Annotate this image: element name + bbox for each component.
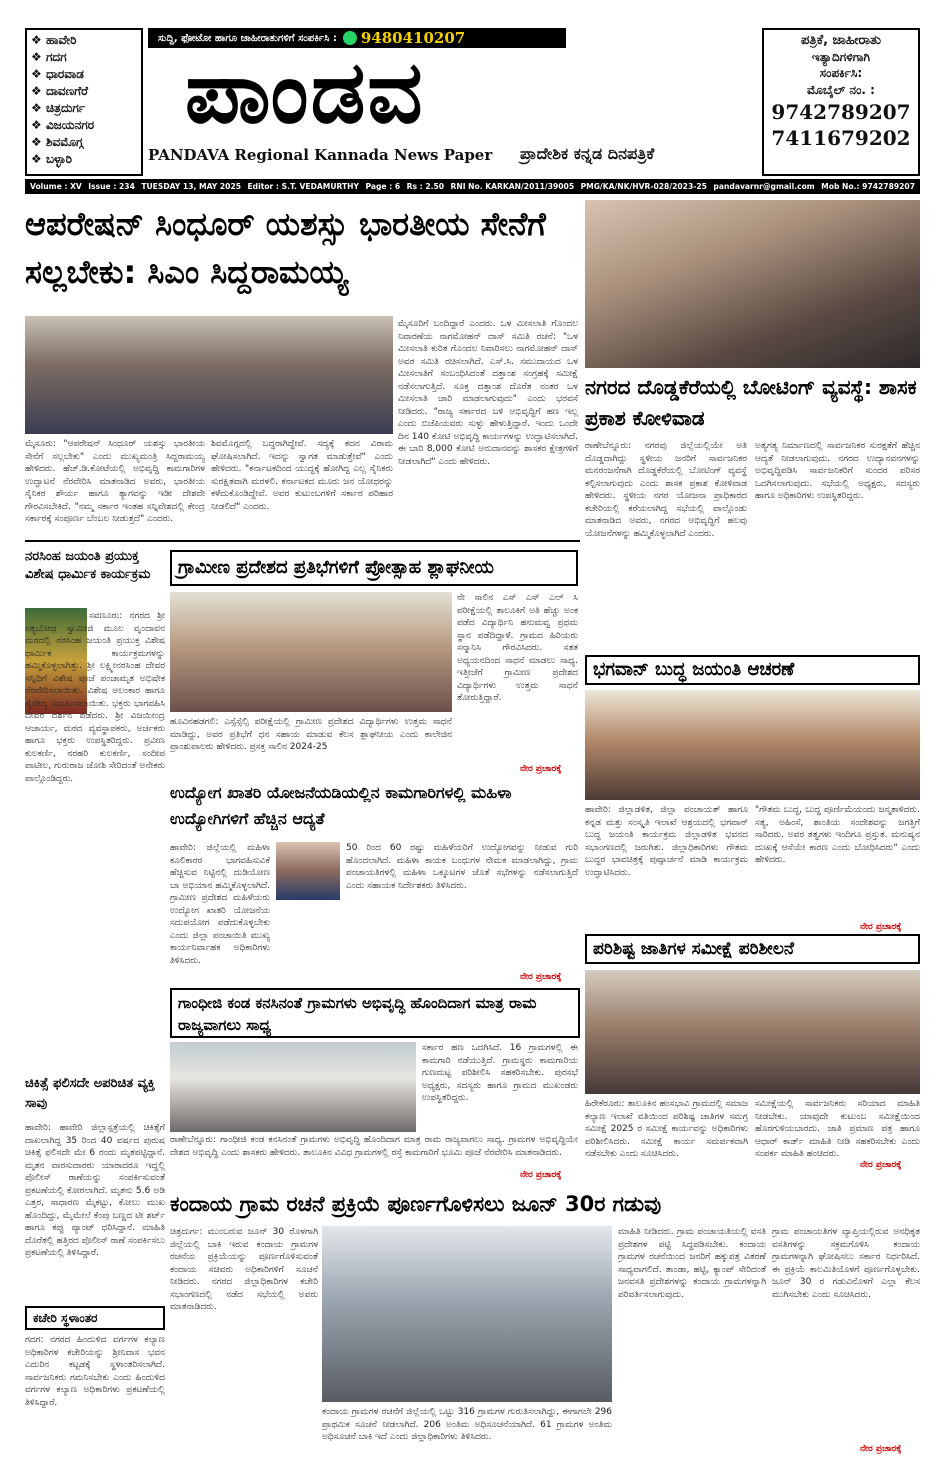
district-list-box (25, 28, 143, 176)
main-headline: ಆಪರೇಷನ್ ಸಿಂಧೂರ್ ಯಶಸ್ಸು ಭಾರತೀಯ ಸೇನೆಗೆ ಸಲ್ಲಬೇಕು: ಸಿಎಂ ಸಿದ್ದರಾಮಯ್ಯ (25, 205, 546, 291)
price: Rs : 2.50 (406, 182, 445, 191)
caste-headline-box (585, 934, 920, 964)
date: TUESDAY 13, MAY 2025 (141, 182, 242, 191)
office-headline: ಕಚೇರಿ ಸ್ಥಳಾಂತರ (33, 1311, 98, 1325)
udyoga-headline: ಉದ್ಯೋಗ ಖಾತರಿ ಯೋಜನೆಯಡಿಯಲ್ಲಿನ ಕಾಮಗಾರಿಗಳಲ್ಲಿ ಮಹಿಳಾ ಉದ್ಯೋಗಿಗಳಿಗೆ ಹೆಚ್ಚಿನ ಆದ್ಯತೆ (170, 783, 512, 828)
rural-headline-box (170, 550, 578, 586)
district-item: ❖ ಬಳ್ಳಾರಿ (31, 152, 72, 166)
buddha-headline: ಭಗವಾನ್ ಬುದ್ಧ ಜಯಂತಿ ಆಚರಣೆ (593, 659, 795, 680)
ad-line-2: ಇತ್ಯಾದಿಗಳಿಗಾಗಿ (811, 50, 871, 64)
ad-line-4: ಮೊಬೈಲ್ ನಂ. : (807, 83, 875, 97)
page-number: Page : 6 (365, 182, 401, 191)
gandhi-body-side: ಸರ್ಕಾರ ಹಣ ಒದಗಿಸಿದೆ. 16 ಗ್ರಾಮಗಳಲ್ಲಿ ಈ ಕಾಮಗಾರಿ ನಡೆಯುತ್ತಿದೆ. ಗ್ರಾಮಸ್ಥರು ಕಾಮಗಾರಿಯ ಗುಣಮಟ್ಟ ಪರಿಶೀಲಿಸಿ ಸಹಕರಿಸಬೇಕು. ಪುರಸಭೆ ಅಧ್ಯಕ್ಷರು, ಸದಸ್ಯರು ಹಾಗೂ ಗ್ರಾಮದ ಮುಖಂಡರು ಉಪಸ್ಥಿತರಿದ್ದರು. (422, 1043, 578, 1103)
buddha-body-left: ಹಾವೇರಿ: ಜಿಲ್ಲಾಡಳಿತ, ಜಿಲ್ಲಾ ಪಂಚಾಯತ್ ಹಾಗೂ ಕನ್ನಡ ಮತ್ತು ಸಂಸ್ಕೃತಿ ಇಲಾಖೆ ಆಶ್ರಯದಲ್ಲಿ ಭಗವಾನ್ ಬುದ್ಧ ಜಯಂತಿ ಕಾರ್ಯಕ್ರಮ ಜಿಲ್ಲಾಡಳಿತ ಭವನದ ಸಭಾಂಗಣದಲ್ಲಿ ಜರುಗಿತು. ಜಿಲ್ಲಾಧಿಕಾರಿಗಳು ಗೌತಮ ಬುದ್ಧರ ಭಾವಚಿತ್ರಕ್ಕೆ ಪುಷ್ಪಾರ್ಚನೆ ಮಾಡಿ ಕಾರ್ಯಕ್ರಮ ಉದ್ಘಾಟಿಸಿದರು. (585, 805, 748, 878)
ad-line-1: ಪತ್ರಿಕೆ, ಜಾಹೀರಾತು (800, 33, 882, 48)
narasimha-headline: ನರಸಿಂಹ ಜಯಂತಿ ಪ್ರಯುಕ್ತ ವಿಶೇಷ ಧಾರ್ಮಿಕ ಕಾರ್ಯಕ್ರಮ (25, 549, 151, 582)
caste-photo (585, 970, 920, 1094)
contact-phone: 9480410207 (360, 29, 466, 47)
revenue-headline: ಕಂದಾಯ ಗ್ರಾಮ ರಚನೆ ಪ್ರಕ್ರಿಯೆ ಪೂರ್ಣಗೊಳಿಸಲು ಜೂನ್ 30ರ ಗಡುವು (170, 1192, 662, 1216)
mobile: Mob No.: 9742789207 (821, 182, 915, 191)
gandhi-signature: ನೇರ ಪ್ರಚಾರಕ್ಕೆ (520, 1170, 562, 1180)
kannada-subtitle: ಪ್ರಾದೇಶಿಕ ಕನ್ನಡ ದಿನಪತ್ರಿಕೆ (520, 144, 655, 163)
mla-photo (585, 200, 920, 368)
issue: Issue : 234 (88, 182, 135, 191)
rni: RNI No. KARKAN/2011/39005 (450, 182, 575, 191)
treatment-body: ಹಾವೇರಿ: ಹಾವೇರಿ ಜಿಲ್ಲಾಸ್ಪತ್ರೆಯಲ್ಲಿ ಚಿಕಿತ್ಸೆಗೆ ದಾಖಲಾಗಿದ್ದ 35 ರಿಂದ 40 ವರ್ಷದ ಪುರುಷ ಚಿಕಿತ್ಸೆ ಫಲಿಸದೇ ಮೇ 6 ರಂದು ಮೃತಪಟ್ಟಿದ್ದಾನೆ. ಮೃತನ ವಾರಸುದಾರರು ಯಾರಾದರೂ ಇದ್ದಲ್ಲಿ ಪೊಲೀಸ್ ಠಾಣೆಯನ್ನು ಸಂಪರ್ಕಿಸುವಂತೆ ಪ್ರಕಟಣೆಯಲ್ಲಿ ಕೋರಲಾಗಿದೆ. ಮೃತನು 5.6 ಅಡಿ ಎತ್ತರ, ಸಾಧಾರಣ ಮೈಕಟ್ಟು, ಕೋಲು ಮುಖ ಹೊಂದಿದ್ದು, ಮೈಮೇಲೆ ಕೆಂಪು ಬಣ್ಣದ ಟೀ ಶರ್ಟ್ ಹಾಗೂ ಕಪ್ಪು ಪ್ಯಾಂಟ್ ಧರಿಸಿದ್ದಾನೆ. ಮಾಹಿತಿ ದೊರೆತಲ್ಲಿ ಹತ್ತಿರದ ಪೊಲೀಸ್ ಠಾಣೆ ಸಂಪರ್ಕಿಸಲು ಪ್ರಕಟಣೆಯಲ್ಲಿ ತಿಳಿಸಿದ್ದಾರೆ. (25, 1123, 165, 1258)
pmg: PMG/KA/NK/HVR-028/2023-25 (580, 182, 707, 191)
gandhi-photo (170, 1042, 416, 1132)
gandhi-headline-box (170, 988, 580, 1038)
narasimha-body: ಸವಣೂರು: ನಗರದ ಶ್ರೀ ಸತ್ಯಬೋಧ ಸ್ವಾಮೀಜಿ ಮೂಲ ವೃಂದಾವನ ಮಠದಲ್ಲಿ ನರಸಿಂಹ ಜಯಂತಿ ಪ್ರಯುಕ್ತ ವಿಶೇಷ ಧಾರ್ಮಿಕ ಕಾರ್ಯಕ್ರಮಗಳನ್ನು ಹಮ್ಮಿಕೊಳ್ಳಲಾಗಿತ್ತು. ಶ್ರೀ ಲಕ್ಷ್ಮೀನರಸಿಂಹ ದೇವರ ಸನ್ನಿಧಿಗೆ ವಿಶೇಷ ಪೂಜೆ ಪಂಚಾಮೃತ ಅಭಿಷೇಕ ನೆರವೇರಿಸಲಾಯಿತು. ವಿಶೇಷ ಅಲಂಕಾರ ಹಾಗೂ ನೈವೇದ್ಯ ಸಮರ್ಪಿಸಲಾಯಿತು. ಭಕ್ತರು ಭಾಗವಹಿಸಿ ದೇವರ ದರ್ಶನ ಪಡೆದರು. ಶ್ರೀ ವಿಜಯೀಂದ್ರ ಆಚಾರ್ಯ, ಮಠದ ವ್ಯವಸ್ಥಾಪಕರು, ಅರ್ಚಕರು ಹಾಗೂ ಭಕ್ತರು ಉಪಸ್ಥಿತರಿದ್ದರು. ಪ್ರವೀಣ ಕುಲಕರ್ಣಿ, ನರಹರಿ ಕುಲಕರ್ಣಿ, ಸಂದೀಪ ಪಾಟೀಲ, ಗುರುರಾಜ ಜೋಶಿ ಸೇರಿದಂತೆ ಅನೇಕರು ಪಾಲ್ಗೊಂಡಿದ್ದರು. (25, 611, 165, 784)
info-bar (25, 179, 920, 194)
main-body-mid: ಶಿವಮೊಗ್ಗದಲ್ಲಿ ಬದ್ಧರಾಗಿದ್ದೇವೆ. ಸದ್ಯಕ್ಕೆ ಕದನ ವಿರಾಮ ಘೋಷಿಸಲಾಗಿದೆ. ಇದನ್ನು ಸ್ವಾಗತ ಮಾಡುತ್ತೇವೆ" ಎಂದು ಹೇಳಿದರು. "ಕರ್ನಾಟಕದಿಂದ ಯುದ್ಧಕ್ಕೆ ಹೋಗಿದ್ದ ಎಲ್ಲ ಸೈನಿಕರು ಸುರಕ್ಷಿತವಾಗಿ ಮರಳಲಿ. ಕರ್ನಾಟಕದ ಮೂರು ಜನ ಯೋಧರನ್ನು ಕಳೆದುಕೊಂಡಿದ್ದೇವೆ. ಅವರ ಕುಟುಂಬಗಳಿಗೆ ಸರ್ಕಾರ ಪರಿಹಾರ ನೀಡಲಿದೆ" ಎಂದರು. (211, 439, 393, 512)
office-headline-box (25, 1306, 165, 1330)
revenue-body-mid: ಮಾಹಿತಿ ನೀಡಿದರು. ಗ್ರಾಮ ಪಂಚಾಯತಿಯಲ್ಲಿ ವಸತಿ ಪ್ರದೇಶಗಳ ಪಟ್ಟಿ ಸಿದ್ಧಪಡಿಸಬೇಕು. ಕಂದಾಯ ಗ್ರಾಮಗಳ ರಚನೆಯಿಂದ ಜನರಿಗೆ ಹಕ್ಕುಪತ್ರ ವಿತರಣೆ ಸಾಧ್ಯವಾಗಲಿದೆ. ತಾಂಡಾ, ಹಟ್ಟಿ, ಕ್ಯಾಂಪ್ ಸೇರಿದಂತೆ ಜನವಸತಿ ಪ್ರದೇಶಗಳನ್ನು ಕಂದಾಯ ಗ್ರಾಮಗಳನ್ನಾಗಿ ಪರಿವರ್ತಿಸಲಾಗುವುದು. (618, 1227, 766, 1300)
caste-signature: ನೇರ ಪ್ರಚಾರಕ್ಕೆ (860, 1160, 902, 1170)
main-body-right: ಮೈಸೂರಿಗೆ ಬಂದಿದ್ದಾರೆ ಎಂದರು. ಒಳ ಮೀಸಲಾತಿ ಗೊಂದಲ ನಿವಾರಣೆಯ ನಾಗಮೋಹನ್ ದಾಸ್ ಸಮಿತಿ ರಚನೆ: "ಒಳ ಮೀಸಲಾತಿ ಕುರಿತ ಗೊಂದಲ ನಿವಾರಿಸಲು ನಾಗಮೋಹನ್ ದಾಸ್ ಅವರ ಸಮಿತಿ ರಚಿಸಲಾಗಿದೆ. ಎಸ್.ಸಿ. ಸಮುದಾಯದ ಒಳ ಮೀಸಲಾತಿಗೆ ಸಂಬಂಧಿಸಿದಂತೆ ದತ್ತಾಂಶ ಸಂಗ್ರಹಕ್ಕೆ ಸಮೀಕ್ಷೆ ನಡೆಸಲಾಗುತ್ತಿದೆ. ಸೂಕ್ತ ದತ್ತಾಂಶ ದೊರೆತ ನಂತರ ಒಳ ಮೀಸಲಾತಿ ಜಾರಿ ಮಾಡಲಾಗುವುದು" ಎಂದು ಭರವಸೆ ನೀಡಿದರು. "ರಾಜ್ಯ ಸರ್ಕಾರದ ಬಳಿ ಅಭಿವೃದ್ಧಿಗೆ ಹಣ ಇಲ್ಲ ಎಂದು ಬಿಜೆಪಿಯವರು ಸುಳ್ಳು ಹೇಳುತ್ತಿದ್ದಾರೆ. ಇಂದು ಒಂದೇ ದಿನ 140 ಕೋಟಿ ಅಭಿವೃದ್ಧಿ ಕಾರ್ಯಗಳನ್ನು ಉದ್ಘಾಟಿಸಲಾಗಿದೆ. ಈ ಬಾರಿ 8,000 ಕೋಟಿ ಅನುದಾನವನ್ನು ಶಾಸಕರ ಕ್ಷೇತ್ರಗಳಿಗೆ ನೀಡಲಾಗಿದೆ" ಎಂದು ಹೇಳಿದರು. (398, 319, 578, 467)
main-body-left: ಮೈಸೂರು: "ಆಪರೇಷನ್ ಸಿಂಧೂರ್ ಯಶಸ್ಸು ಭಾರತೀಯ ಸೇನೆಗೆ ಸಲ್ಲಬೇಕು" ಎಂದು ಮುಖ್ಯಮಂತ್ರಿ ಸಿದ್ದರಾಮಯ್ಯ ಹೇಳಿದರು. ಹೆಚ್.ಡಿ.ಕೋಟೆಯಲ್ಲಿ ಅಭಿವೃದ್ಧಿ ಕಾಮಗಾರಿಗಳ ಉದ್ಘಾಟನೆ ನೆರವೇರಿಸಿ ಮಾತನಾಡಿದ ಅವರು, ಭಾರತೀಯ ಸೈನಿಕರ ಶೌರ್ಯ ಹಾಗೂ ತ್ಯಾಗವನ್ನು ಇಡೀ ದೇಶವೇ ಗೌರವಿಸಬೇಕಿದೆ. "ನಮ್ಮ ಸರ್ಕಾರ ಇಂತಹ ಸನ್ನಿವೇಶದಲ್ಲಿ ಕೇಂದ್ರ ಸರ್ಕಾರಕ್ಕೆ ಸಂಪೂರ್ಣ ಬೆಂಬಲ ನೀಡುತ್ತದೆ" ಎಂದರು. (25, 439, 205, 524)
udyoga-signature: ನೇರ ಪ್ರಚಾರಕ್ಕೆ (520, 972, 562, 982)
district-item: ❖ ಶಿವಮೊಗ್ಗ (31, 135, 84, 149)
revenue-signature: ನೇರ ಪ್ರಚಾರಕ್ಕೆ (860, 1444, 902, 1454)
mla-body-left: ರಾಣೇಬೆನ್ನೂರು: ನಗರವು ಜಿಲ್ಲೆಯಲ್ಲಿಯೇ ಅತಿ ದೊಡ್ಡದಾಗಿದ್ದು ಸ್ಥಳೀಯ ಜನರಿಗೆ ಸಾರ್ವಜನಿಕರ ಮನರಂಜನೆಗಾಗಿ ದೊಡ್ಡಕೆರೆಯಲ್ಲಿ ಬೋಟಿಂಗ್ ವ್ಯವಸ್ಥೆ ಕಲ್ಪಿಸಲಾಗುವುದು ಎಂದು ಶಾಸಕ ಪ್ರಕಾಶ ಕೋಳಿವಾಡ ಹೇಳಿದರು. ಸ್ಥಳೀಯ ನಗರ ಯೋಜನಾ ಪ್ರಾಧಿಕಾರದ ಕಚೇರಿಯಲ್ಲಿ ಕರೆಯಲಾಗಿದ್ದ ಸಭೆಯಲ್ಲಿ ಪಾಲ್ಗೊಂಡು ಮಾತನಾಡಿದ ಅವರು, ನಗರದ ಅಭಿವೃದ್ಧಿಗೆ ಹಲವು ಯೋಜನೆಗಳನ್ನು ಹಮ್ಮಿಕೊಳ್ಳಲಾಗಿದೆ ಎಂದರು. (585, 441, 747, 539)
rural-body-side: ನೇ ಸಾಲಿನ ಎಸ್ ಎಸ್ ಎಲ್ ಸಿ ಪರೀಕ್ಷೆಯಲ್ಲಿ ತಾಲೂಕಿಗೆ ಅತಿ ಹೆಚ್ಚು ಅಂಕ ಪಡೆದ ವಿದ್ಯಾರ್ಥಿನಿ ಹನುಮವ್ವ ಪ್ರಥಮ ಸ್ಥಾನ ಪಡೆದಿದ್ದಾಳೆ. ಗ್ರಾಮದ ಹಿರಿಯರು ಸನ್ಮಾನಿಸಿ ಗೌರವಿಸಿದರು. ಸತತ ಅಧ್ಯಯನದಿಂದ ಸಾಧನೆ ಮಾಡಲು ಸಾಧ್ಯ. ಇತ್ತೀಚೆಗೆ ಗ್ರಾಮೀಣ ಪ್ರದೇಶದ ವಿದ್ಯಾರ್ಥಿಗಳು ಉತ್ತಮ ಸಾಧನೆ ತೋರುತ್ತಿದ್ದಾರೆ. (457, 593, 578, 703)
rural-body-bottom: ಹೂವಿನಹಡಗಲಿ: ಎಸ್ಸೆಸ್ಸೆಲ್ಸಿ ಪರೀಕ್ಷೆಯಲ್ಲಿ ಗ್ರಾಮೀಣ ಪ್ರದೇಶದ ವಿದ್ಯಾರ್ಥಿಗಳು ಉತ್ತಮ ಸಾಧನೆ ಮಾಡಿದ್ದು, ಅವರ ಪ್ರತಿಭೆಗೆ ಧನ ಸಹಾಯ ಮಾಡುವ ಕೆಲಸ ಶ್ಲಾಘನೀಯ ಎಂದು ಕಾಲೇಜಿನ ಪ್ರಾಂಶುಪಾಲರು ಹೇಳಿದರು. ಪ್ರಸಕ್ತ ಸಾಲಿನ 2024-25 (170, 717, 452, 752)
revenue-body-bottom: ಕಂದಾಯ ಗ್ರಾಮಗಳ ರಚನೆಗೆ ಜಿಲ್ಲೆಯಲ್ಲಿ ಒಟ್ಟು 316 ಗ್ರಾಮಗಳ ಗುರುತಿಸಲಾಗಿದ್ದು, ಈಗಾಗಲೇ 296 ಪ್ರಾಥಮಿಕ ಸೂಚನೆ ನೀಡಲಾಗಿದೆ. 206 ಅಂತಿಮ ಅಧಿಸೂಚನೆಯಾಗಿದೆ. 61 ಗ್ರಾಮಗಳ ಅಂತಿಮ ಅಧಿಸೂಚನೆ ಬಾಕಿ ಇದೆ ಎಂದು ಜಿಲ್ಲಾಧಿಕಾರಿಗಳು ತಿಳಿಸಿದರು. (322, 1407, 612, 1442)
ad-contact-box (762, 28, 920, 176)
buddha-photo (585, 690, 920, 800)
caste-headline: ಪರಿಶಿಷ್ಟ ಜಾತಿಗಳ ಸಮೀಕ್ಷೆ ಪರಿಶೀಲನೆ (593, 939, 794, 959)
rural-signature: ನೇರ ಪ್ರಚಾರಕ್ಕೆ (520, 764, 562, 774)
district-item: ❖ ಧಾರವಾಡ (31, 67, 84, 81)
revenue-body-right: ಗ್ರಾಮ ಪಂಚಾಯತಿಗಳ ವ್ಯಾಪ್ತಿಯಲ್ಲಿರುವ ಅನಧಿಕೃತ ವಸತಿಗಳನ್ನು ಸಕ್ರಮಗೊಳಿಸಿ ಕಂದಾಯ ಗ್ರಾಮಗಳನ್ನಾಗಿ ಘೋಷಿಸಲು ಸರ್ಕಾರ ನಿರ್ಧರಿಸಿದೆ. ಈ ಪ್ರಕ್ರಿಯೆ ಕಾಲಮಿತಿಯೊಳಗೆ ಪೂರ್ಣಗೊಳ್ಳಬೇಕು. ಜೂನ್ 30 ರ ಗಡುವಿನೊಳಗೆ ಎಲ್ಲಾ ಕೆಲಸ ಮುಗಿಸಬೇಕು ಎಂದು ಸೂಚಿಸಿದರು. (772, 1227, 920, 1300)
caste-body-left: ಹಿರೇಕೆರೂರು: ತಾಲೂಕಿನ ಹಂಸಭಾವಿ ಗ್ರಾಮದಲ್ಲಿ ಸಮಾಜ ಕಲ್ಯಾಣ ಇಲಾಖೆ ವತಿಯಿಂದ ಪರಿಶಿಷ್ಟ ಜಾತಿಗಳ ಸಮಗ್ರ ಸಮೀಕ್ಷೆ 2025 ರ ಸಮೀಕ್ಷೆ ಕಾರ್ಯವನ್ನು ಅಧಿಕಾರಿಗಳು ಪರಿಶೀಲಿಸಿದರು. ಸಮೀಕ್ಷೆ ಕಾರ್ಯ ಸಮರ್ಪಕವಾಗಿ ನಡೆಸಬೇಕು ಎಂದು ಸೂಚಿಸಿದರು. (585, 1099, 748, 1159)
mla-body-right: ಅತ್ಯಗತ್ಯ ನಿರ್ಮಾಣದಲ್ಲಿ ಸಾರ್ವಜನಿಕರ ಸುರಕ್ಷತೆಗೆ ಹೆಚ್ಚಿನ ಆದ್ಯತೆ ನೀಡಲಾಗುವುದು. ನಗರದ ಉದ್ಯಾನವನಗಳನ್ನು ಅಭಿವೃದ್ಧಿಪಡಿಸಿ ಸಾರ್ವಜನಿಕರಿಗೆ ಸುಂದರ ಪರಿಸರ ಒದಗಿಸಲಾಗುವುದು. ಸಭೆಯಲ್ಲಿ ಅಧ್ಯಕ್ಷರು, ಸದಸ್ಯರು ಹಾಗೂ ಅಧಿಕಾರಿಗಳು ಉಪಸ್ಥಿತರಿದ್ದರು. (755, 441, 920, 501)
buddha-body-right: "ಗೌತಮ ಬುದ್ಧ, ಬುದ್ಧ ಪೂರ್ಣಿಮೆಯಂದು ಜನ್ಮತಾಳಿದರು. ಸತ್ಯ, ಅಹಿಂಸೆ, ಶಾಂತಿಯ ಸಂದೇಶವನ್ನು ಜಗತ್ತಿಗೆ ಸಾರಿದರು. ಅವರ ತತ್ವಗಳು ಇಂದಿಗೂ ಪ್ರಸ್ತುತ. ಮನುಷ್ಯನ ದುಃಖಕ್ಕೆ ಆಸೆಯೇ ಕಾರಣ ಎಂದು ಬೋಧಿಸಿದರು" ಎಂದು ಹೇಳಿದರು. (755, 805, 920, 865)
office-body: ಗದಗ: ನಗರದ ಹಿಂದುಳಿದ ವರ್ಗಗಳ ಕಲ್ಯಾಣ ಅಧಿಕಾರಿಗಳ ಕಚೇರಿಯನ್ನು ಶ್ರೀನಿವಾಸ ಭವನ ಎದುರಿನ ಕಟ್ಟಡಕ್ಕೆ ಸ್ಥಳಾಂತರಿಸಲಾಗಿದೆ. ಸಾರ್ವಜನಿಕರು ಗಮನಿಸಬೇಕು ಎಂದು ಹಿಂದುಳಿದ ವರ್ಗಗಳ ಕಲ್ಯಾಣ ಅಧಿಕಾರಿಗಳು ಪ್ರಕಟಣೆಯಲ್ಲಿ ತಿಳಿಸಿದ್ದಾರೆ. (25, 1335, 165, 1408)
ad-phone-2: 7411679202 (771, 126, 911, 150)
volume: Volume : XV (30, 182, 82, 191)
gandhi-body-bottom: ರಾಣೇಬೆನ್ನೂರು: ಗಾಂಧೀಜಿ ಕಂಡ ಕನಸಿನಂತೆ ಗ್ರಾಮಗಳು ಅಭಿವೃದ್ಧಿ ಹೊಂದಿದಾಗ ಮಾತ್ರ ರಾಮ ರಾಜ್ಯವಾಗಲು ಸಾಧ್ಯ. ಗ್ರಾಮಗಳ ಅಭಿವೃದ್ಧಿಯೇ ದೇಶದ ಅಭಿವೃದ್ಧಿ ಎಂದು ಶಾಸಕರು ಹೇಳಿದರು. ತಾಲೂಕಿನ ವಿವಿಧ ಗ್ರಾಮಗಳಲ್ಲಿ ರಸ್ತೆ ಕಾಮಗಾರಿಗೆ ಭೂಮಿ ಪೂಜೆ ನೆರವೇರಿಸಿ ಮಾತನಾಡಿದರು. (170, 1135, 578, 1158)
revenue-photo (322, 1226, 612, 1402)
buddha-headline-box (585, 655, 920, 685)
mla-headline: ನಗರದ ದೊಡ್ಡಕೆರೆಯಲ್ಲಿ ಬೋಟಿಂಗ್ ವ್ಯವಸ್ಥೆ: ಶಾಸಕ ಪ್ರಕಾಶ ಕೋಳಿವಾಡ (585, 375, 917, 430)
english-title: PANDAVA Regional Kannada News Paper (148, 146, 493, 164)
editor: Editor : S.T. VEDAMURTHY (247, 182, 360, 191)
udyoga-body-right: 50 ರಿಂದ 60 ರಷ್ಟು ಮಹಿಳೆಯರಿಗೆ ಉದ್ಯೋಗವನ್ನು ನೀಡುವ ಗುರಿ ಹೊಂದಲಾಗಿದೆ. ಮಹಿಳಾ ಕಾಯಕ ಬಂಧುಗಳ ನೇಮಕ ಮಾಡಲಾಗಿದ್ದು, ಗ್ರಾಮ ಪಂಚಾಯತಿಗಳಲ್ಲಿ ಮಹಿಳಾ ಒಕ್ಕೂಟಗಳ ಜೊತೆ ಸಭೆಗಳನ್ನು ನಡೆಸಲಾಗುತ್ತಿದೆ ಎಂದು ಸಹಾಯಕ ನಿರ್ದೇಶಕರು ತಿಳಿಸಿದರು. (346, 843, 578, 891)
rural-headline: ಗ್ರಾಮೀಣ ಪ್ರದೇಶದ ಪ್ರತಿಭೆಗಳಿಗೆ ಪ್ರೋತ್ಸಾಹ ಶ್ಲಾಘನೀಯ (178, 557, 494, 578)
district-item: ❖ ಚಿತ್ರದುರ್ಗ (31, 101, 86, 115)
district-item: ❖ ವಿಜಯನಗರ (31, 118, 95, 132)
revenue-body-left: ಚಿತ್ರದುರ್ಗ: ಮುಂಬರುವ ಜೂನ್ 30 ರೊಳಗಾಗಿ ಜಿಲ್ಲೆಯಲ್ಲಿ ಬಾಕಿ ಇರುವ ಕಂದಾಯ ಗ್ರಾಮಗಳ ರಚನೆಯ ಪ್ರಕ್ರಿಯೆಯನ್ನು ಪೂರ್ಣಗೊಳಿಸುವಂತೆ ಕಂದಾಯ ಸಚಿವರು ಅಧಿಕಾರಿಗಳಿಗೆ ಸೂಚನೆ ನೀಡಿದರು. ನಗರದ ಜಿಲ್ಲಾಧಿಕಾರಿಗಳ ಕಚೇರಿ ಸಭಾಂಗಣದಲ್ಲಿ ನಡೆದ ಸಭೆಯಲ್ಲಿ ಅವರು ಮಾತನಾಡಿದರು. (170, 1227, 318, 1312)
email: pandavarnr@gmail.com (713, 182, 815, 191)
rural-photo (170, 592, 452, 712)
udyoga-body-left: ಹಾವೇರಿ: ಜಿಲ್ಲೆಯಲ್ಲಿ ಮಹಿಳಾ ಕೂಲಿಕಾರರ ಭಾಗವಹಿಸುವಿಕೆ ಹೆಚ್ಚಿಸುವ ನಿಟ್ಟಿನಲ್ಲಿ ದುಡಿಯೋಣ ಬಾ ಅಭಿಯಾನ ಹಮ್ಮಿಕೊಳ್ಳಲಾಗಿದೆ. ಗ್ರಾಮೀಣ ಪ್ರದೇಶದ ಮಹಿಳೆಯರು ಉದ್ಯೋಗ ಖಾತರಿ ಯೋಜನೆಯ ಸದುಪಯೋಗ ಪಡೆದುಕೊಳ್ಳಬೇಕು ಎಂದು ಜಿಲ್ಲಾ ಪಂಚಾಯಿತಿ ಮುಖ್ಯ ಕಾರ್ಯನಿರ್ವಾಹಕ ಅಧಿಕಾರಿಗಳು ತಿಳಿಸಿದರು. (170, 843, 270, 966)
district-item: ❖ ಹಾವೇರಿ (31, 33, 77, 47)
contact-prompt: ಸುದ್ದಿ, ಫೋಟೋ ಹಾಗೂ ಜಾಹೀರಾತುಗಳಿಗೆ ಸಂಪರ್ಕಿಸಿ : (158, 32, 337, 44)
main-photo (25, 316, 393, 434)
buddha-signature: ನೇರ ಪ್ರಚಾರಕ್ಕೆ (860, 922, 902, 932)
divider (25, 540, 580, 542)
gandhi-headline: ಗಾಂಧೀಜಿ ಕಂಡ ಕನಸಿನಂತೆ ಗ್ರಾಮಗಳು ಅಭಿವೃದ್ಧಿ ಹೊಂದಿದಾಗ ಮಾತ್ರ ರಾಮ ರಾಜ್ಯವಾಗಲು ಸಾಧ್ಯ (178, 994, 537, 1034)
masthead-title: ಪಾಂಡವ (185, 42, 425, 143)
ad-line-3: ಸಂಪರ್ಕಿಸಿ: (819, 66, 863, 80)
district-item: ❖ ಗದಗ (31, 50, 67, 64)
udyoga-photo (276, 842, 340, 900)
treatment-headline: ಚಿಕಿತ್ಸೆ ಫಲಿಸದೇ ಅಪರಿಚಿತ ವ್ಯಕ್ತಿ ಸಾವು (25, 1076, 155, 1111)
caste-body-right: ಸಮೀಕ್ಷೆಯಲ್ಲಿ ಸಾರ್ವಜನಿಕರು ಸರಿಯಾದ ಮಾಹಿತಿ ನೀಡಬೇಕು. ಯಾವುದೇ ಕುಟುಂಬ ಸಮೀಕ್ಷೆಯಿಂದ ಹೊರಗುಳಿಯಬಾರದು. ಜಾತಿ ಪ್ರಮಾಣ ಪತ್ರ ಹಾಗೂ ಆಧಾರ್ ಕಾರ್ಡ್ ಮಾಹಿತಿ ನೀಡಿ ಸಹಕರಿಸಬೇಕು ಎಂದು ಸಂಪರ್ಕ ಮಾಹಿತಿ ಹಂಚಿದರು. (755, 1099, 920, 1159)
district-item: ❖ ದಾವಣಗೆರೆ (31, 84, 88, 98)
district-list (31, 32, 137, 168)
ad-phone-1: 9742789207 (771, 100, 911, 124)
